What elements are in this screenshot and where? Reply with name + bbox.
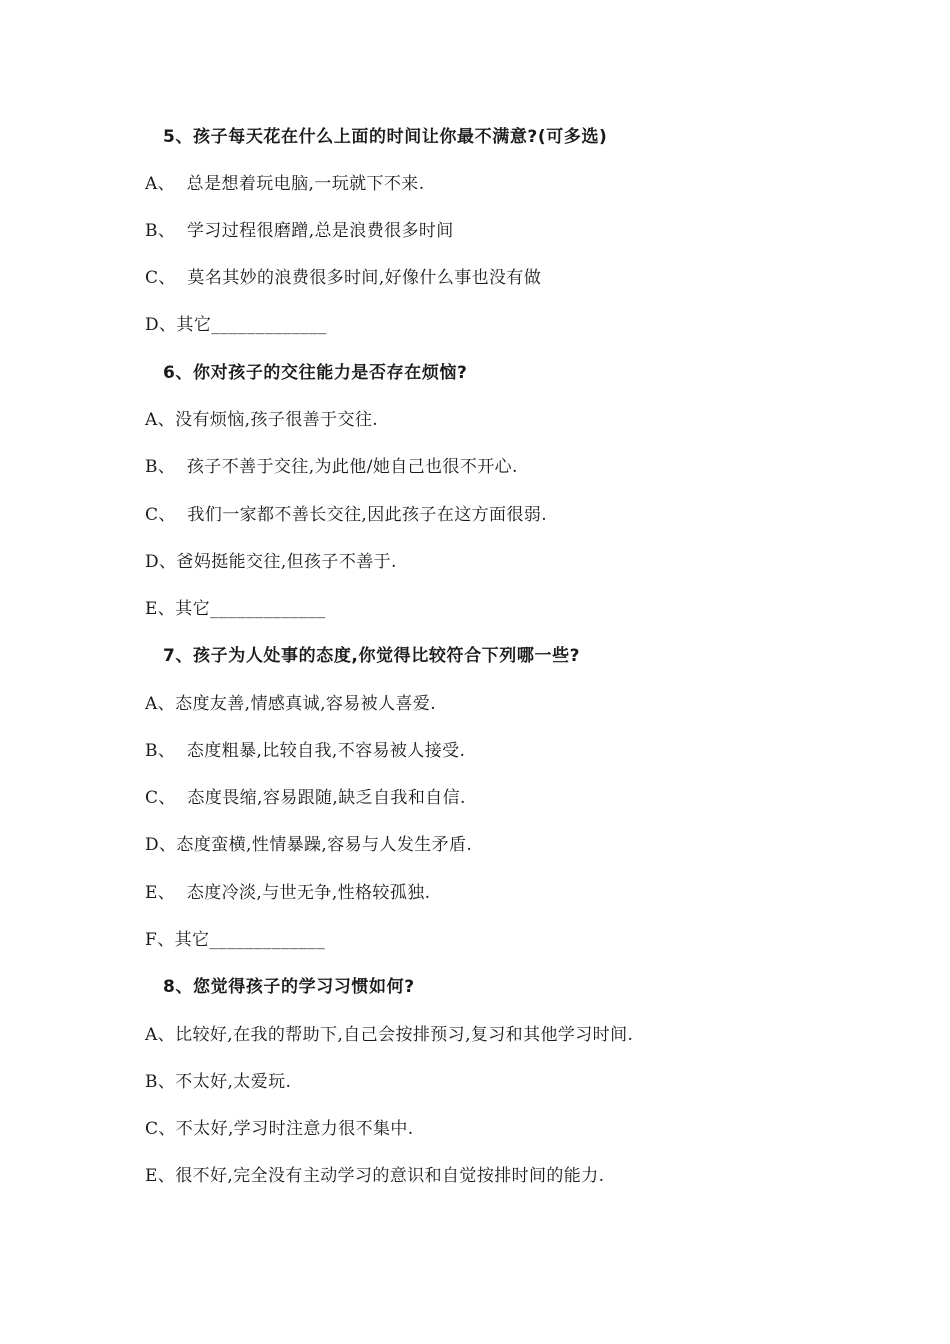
question-7-option-e: E、 态度冷淡,与世无争,性格较孤独. bbox=[145, 883, 431, 903]
question-7-title: 7、孩子为人处事的态度,你觉得比较符合下列哪一些? bbox=[163, 646, 581, 666]
question-6-option-c: C、 我们一家都不善长交往,因此孩子在这方面很弱. bbox=[145, 505, 548, 525]
question-6-title: 6、你对孩子的交往能力是否存在烦恼? bbox=[163, 363, 468, 383]
question-5-option-c: C、 莫名其妙的浪费很多时间,好像什么事也没有做 bbox=[145, 268, 542, 288]
question-8-option-c: C、不太好,学习时注意力很不集中. bbox=[145, 1119, 414, 1139]
question-8-option-b: B、不太好,太爱玩. bbox=[145, 1072, 292, 1092]
question-5-title: 5、孩子每天花在什么上面的时间让你最不满意?(可多选) bbox=[163, 127, 608, 147]
question-7-option-a: A、态度友善,情感真诚,容易被人喜爱. bbox=[145, 694, 437, 714]
question-5-option-a: A、 总是想着玩电脑,一玩就下不来. bbox=[145, 174, 425, 194]
question-5-option-d: D、其它_____________ bbox=[145, 315, 327, 335]
question-8-option-a: A、比较好,在我的帮助下,自己会按排预习,复习和其他学习时间. bbox=[145, 1025, 634, 1045]
question-5-option-b: B、 学习过程很磨蹭,总是浪费很多时间 bbox=[145, 221, 454, 241]
question-6-option-a: A、没有烦恼,孩子很善于交往. bbox=[145, 410, 379, 430]
question-7-option-b: B、 态度粗暴,比较自我,不容易被人接受. bbox=[145, 741, 466, 761]
question-6-option-d: D、爸妈挺能交往,但孩子不善于. bbox=[145, 552, 397, 572]
question-6-option-b: B、 孩子不善于交往,为此他/她自己也很不开心. bbox=[145, 457, 518, 477]
question-7-option-c: C、 态度畏缩,容易跟随,缺乏自我和自信. bbox=[145, 788, 466, 808]
question-8-title: 8、您觉得孩子的学习习惯如何? bbox=[163, 977, 415, 997]
question-8-option-e: E、很不好,完全没有主动学习的意识和自觉按排时间的能力. bbox=[145, 1166, 605, 1186]
question-7-option-f: F、其它_____________ bbox=[145, 930, 326, 950]
question-7-option-d: D、态度蛮横,性情暴躁,容易与人发生矛盾. bbox=[145, 835, 473, 855]
question-6-option-e: E、其它_____________ bbox=[145, 599, 326, 619]
